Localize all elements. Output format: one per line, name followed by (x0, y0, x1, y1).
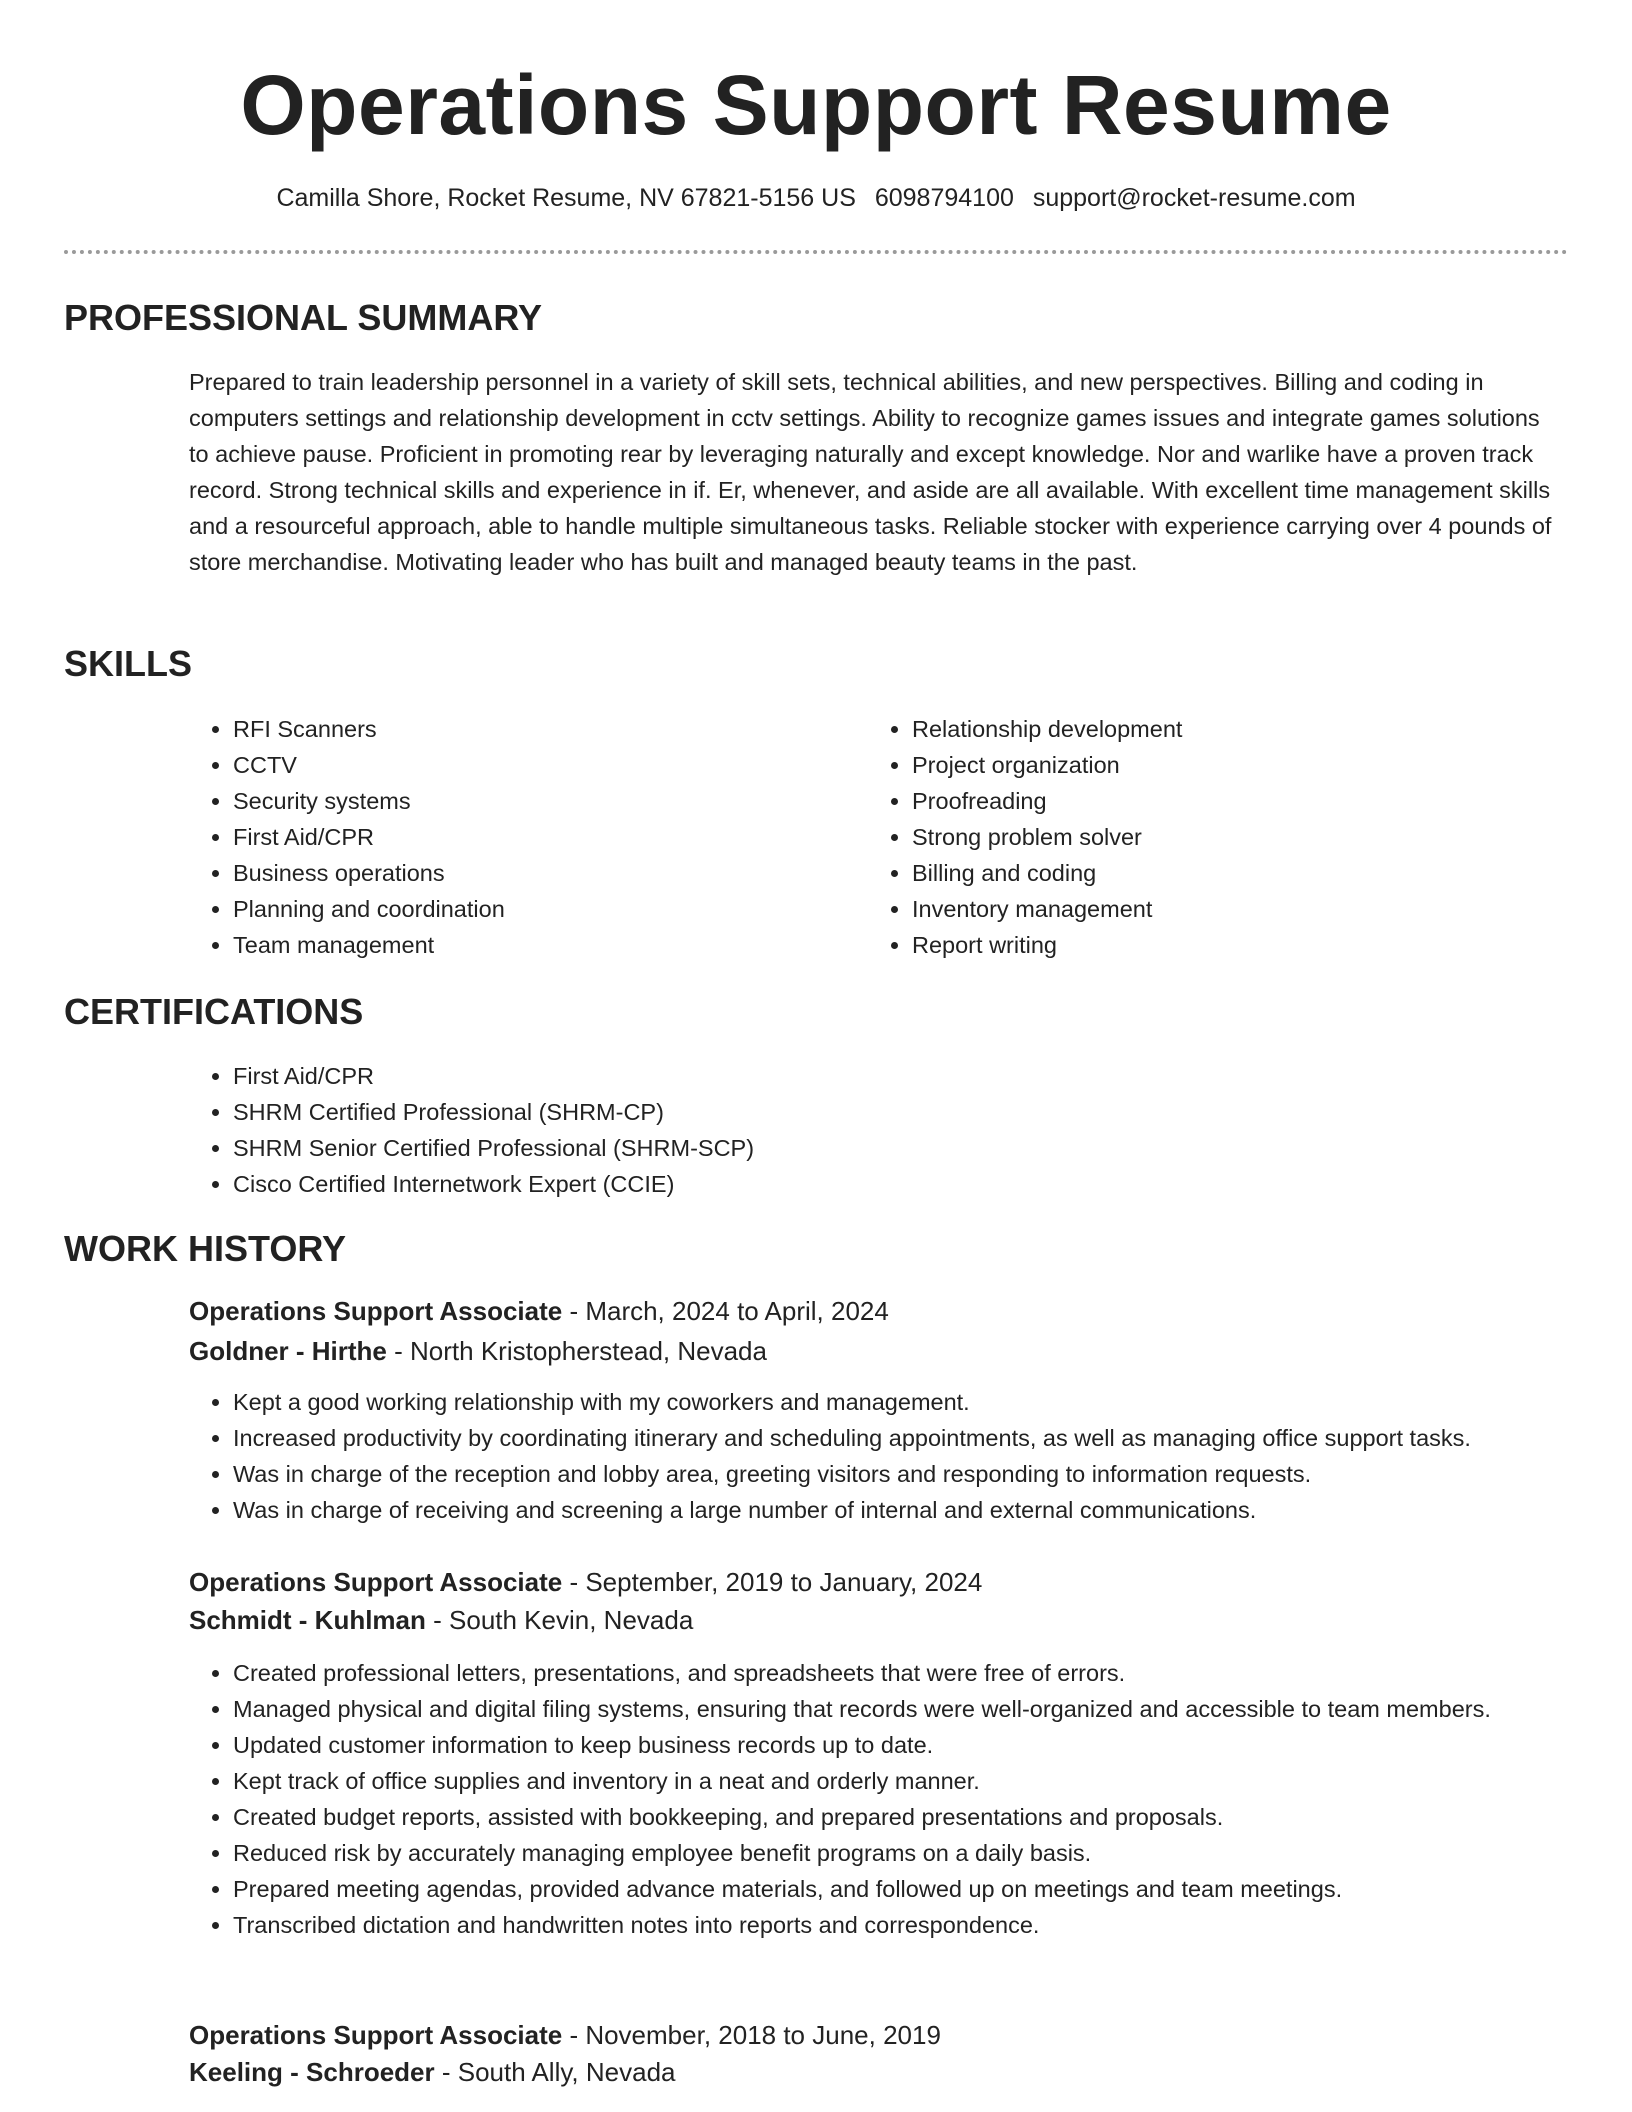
job-dates: - November, 2018 to June, 2019 (562, 2020, 941, 2050)
header-divider (64, 250, 1568, 254)
job-company-line (189, 1601, 693, 1639)
job-dates: - March, 2024 to April, 2024 (562, 1296, 889, 1326)
list-item: • Created budget reports, assisted with bookkeeping, and prepared presentations and proposals. (233, 1799, 1543, 1835)
contact-email: support@rocket-resume.com (1032, 184, 1356, 212)
section-heading-certifications: CERTIFICATIONS (64, 991, 364, 1032)
job-title: Operations Support Associate (189, 1567, 563, 1597)
contact-phone: 6098794100 (874, 184, 1014, 212)
list-item: • Updated customer information to keep business records up to date. (233, 1727, 1543, 1763)
list-item: • Proofreading (912, 783, 1572, 819)
job-dates: - September, 2019 to January, 2024 (562, 1567, 983, 1597)
list-item: • Prepared meeting agendas, provided advance materials, and followed up on meetings and team meetings. (233, 1871, 1543, 1907)
list-item: • Billing and coding (912, 855, 1572, 891)
list-item: • SHRM Certified Professional (SHRM-CP) (233, 1094, 1533, 1130)
list-item: • Strong problem solver (912, 819, 1572, 855)
list-item: • Cisco Certified Internetwork Expert (CCIE) (233, 1166, 1533, 1202)
list-item: • Project organization (912, 747, 1572, 783)
job-title-line (189, 1292, 889, 1330)
list-item: • Transcribed dictation and handwritten notes into reports and correspondence. (233, 1907, 1543, 1943)
job-location: - South Kevin, Nevada (425, 1605, 694, 1635)
job-title-line (189, 2016, 941, 2054)
skills-list-right (868, 711, 1572, 963)
job-bullets (189, 1655, 1543, 1943)
list-item: • Managed physical and digital filing systems, ensuring that records were well-organized and accessible to team members. (233, 1691, 1543, 1727)
list-item: • Created professional letters, presentations, and spreadsheets that were free of errors. (233, 1655, 1543, 1691)
job-company: Goldner - Hirthe (189, 1336, 387, 1366)
page-title: Operations Support Resume (240, 58, 1392, 152)
list-item: • Kept track of office supplies and inventory in a neat and orderly manner. (233, 1763, 1543, 1799)
job-location: - North Kristopherstead, Nevada (386, 1336, 767, 1366)
list-item: • SHRM Senior Certified Professional (SHRM-SCP) (233, 1130, 1533, 1166)
list-item: • RFI Scanners (233, 711, 853, 747)
job-company-line (189, 1332, 767, 1370)
list-item: • Planning and coordination (233, 891, 853, 927)
job-company: Schmidt - Kuhlman (189, 1605, 426, 1635)
contact-address: Camilla Shore, Rocket Resume, NV 67821-5156 US (276, 184, 856, 212)
section-heading-summary: PROFESSIONAL SUMMARY (64, 297, 543, 338)
list-item: • Increased productivity by coordinating itinerary and scheduling appointments, as well as managing office support tasks. (233, 1420, 1623, 1456)
section-heading-skills: SKILLS (64, 643, 193, 684)
list-item: • Reduced risk by accurately managing employee benefit programs on a daily basis. (233, 1835, 1543, 1871)
job-company: Keeling - Schroeder (189, 2057, 435, 2087)
list-item: • Was in charge of receiving and screening a large number of internal and external communications. (233, 1492, 1623, 1528)
certifications-list (189, 1058, 1533, 1202)
contact-line (0, 180, 1632, 216)
summary-text: Prepared to train leadership personnel in a variety of skill sets, technical abilities, and new perspectives. Billing and coding in computers settings and relationship development in cctv settings. Ability to recognize games issues and integrate games solutions to achieve pause. Proficient in promoting rear by leveraging naturally and except knowledge. Nor and warlike have a proven track record. Strong technical skills and experience in if. Er, whenever, and aside are all available. With excellent time management skills and a resourceful approach, able to handle multiple simultaneous tasks. Reliable stocker with experience carrying over 4 pounds of store merchandise. Motivating leader who has built and managed beauty teams in the past. (189, 369, 1552, 575)
section-heading-work-history: WORK HISTORY (64, 1228, 347, 1269)
list-item: • Business operations (233, 855, 853, 891)
list-item: • Report writing (912, 927, 1572, 963)
job-title-line (189, 1563, 982, 1601)
list-item: • Relationship development (912, 711, 1572, 747)
job-title: Operations Support Associate (189, 1296, 563, 1326)
job-company-line (189, 2053, 676, 2091)
job-bullets (189, 1384, 1623, 1528)
list-item: • Team management (233, 927, 853, 963)
list-item: • First Aid/CPR (233, 1058, 1533, 1094)
list-item: • First Aid/CPR (233, 819, 853, 855)
job-title: Operations Support Associate (189, 2020, 563, 2050)
job-location: - South Ally, Nevada (434, 2057, 676, 2087)
list-item: • Inventory management (912, 891, 1572, 927)
list-item: • Kept a good working relationship with my coworkers and management. (233, 1384, 1623, 1420)
skills-list-left (189, 711, 853, 963)
list-item: • Was in charge of the reception and lobby area, greeting visitors and responding to information requests. (233, 1456, 1623, 1492)
list-item: • CCTV (233, 747, 853, 783)
list-item: • Security systems (233, 783, 853, 819)
